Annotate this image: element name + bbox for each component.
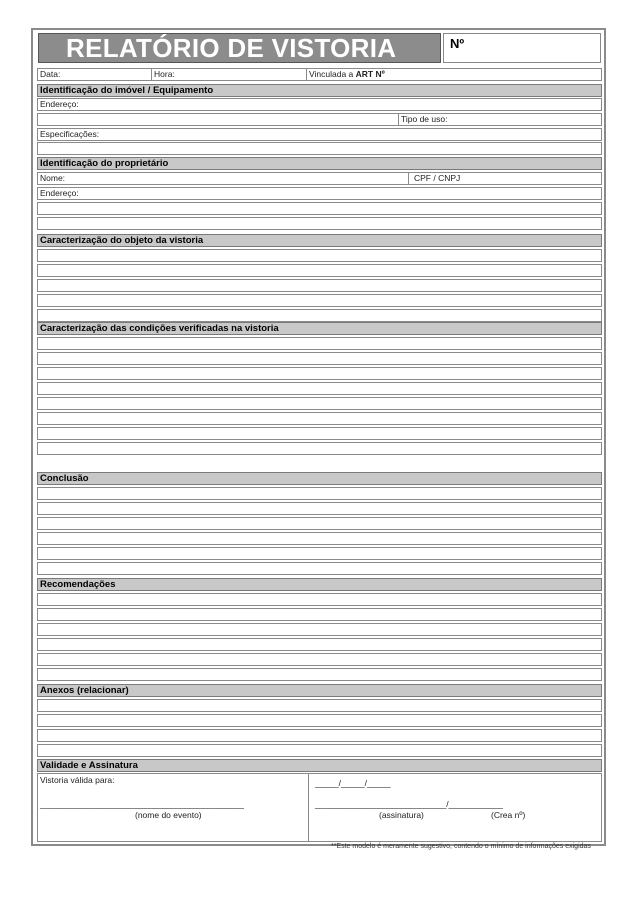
section-blank-line[interactable] [37, 547, 602, 560]
section-header: Conclusão [37, 472, 602, 485]
section-blank-line[interactable] [37, 487, 602, 500]
section-blank-line[interactable] [37, 729, 602, 742]
section-blank-line[interactable] [37, 382, 602, 395]
section-blank-line[interactable] [37, 638, 602, 651]
section-blank-line[interactable] [37, 699, 602, 712]
art-label-bold: ART Nº [355, 69, 385, 79]
section-blank-line[interactable] [37, 294, 602, 307]
signature-line[interactable]: _____________________________/____________ [315, 799, 503, 809]
section-blank-line[interactable] [37, 279, 602, 292]
section-blank-line[interactable] [37, 397, 602, 410]
date-blanks[interactable]: _____/_____/_____ [315, 778, 391, 788]
section-blank-line[interactable] [37, 337, 602, 350]
property-address-row[interactable] [37, 98, 602, 111]
owner-address-line[interactable] [37, 202, 602, 215]
owner-section-header: Identificação do proprietário [37, 157, 602, 170]
owner-address-row[interactable] [37, 187, 602, 200]
use-type-field[interactable] [398, 114, 601, 125]
section-blank-line[interactable] [37, 608, 602, 621]
section-header: Caracterização do objeto da vistoria [37, 234, 602, 247]
section-blank-line[interactable] [37, 309, 602, 322]
cpf-cnpj-label: CPF / CNPJ [414, 173, 461, 183]
signature-caption: (assinatura) [379, 810, 424, 820]
section-blank-line[interactable] [37, 714, 602, 727]
art-number-field[interactable] [306, 69, 601, 80]
art-label-prefix: Vinculada a [309, 69, 356, 79]
section-blank-line[interactable] [37, 623, 602, 636]
section-header: Anexos (relacionar) [37, 684, 602, 697]
specifications-row[interactable] [37, 128, 602, 141]
section-blank-line[interactable] [37, 744, 602, 757]
section-blank-line[interactable] [37, 264, 602, 277]
section-header: Recomendações [37, 578, 602, 591]
property-address-label: Endereço: [40, 99, 79, 109]
property-section-header: Identificação do imóvel / Equipamento [37, 84, 602, 97]
inspection-report-form [31, 28, 606, 846]
owner-name-label: Nome: [40, 173, 66, 183]
validity-signature-block [37, 773, 602, 842]
date-label: Data: [40, 69, 61, 79]
section-blank-line[interactable] [37, 593, 602, 606]
section-blank-line[interactable] [37, 442, 602, 455]
owner-name-row [37, 172, 602, 185]
crea-caption: (Crea nº) [491, 810, 526, 820]
section-blank-line[interactable] [37, 517, 602, 530]
owner-name-field[interactable] [38, 173, 408, 184]
owner-address-line[interactable] [37, 217, 602, 230]
time-label: Hora: [154, 69, 175, 79]
section-blank-line[interactable] [37, 532, 602, 545]
section-blank-line[interactable] [37, 668, 602, 681]
cpf-cnpj-field[interactable] [408, 173, 601, 184]
time-field[interactable] [151, 69, 306, 80]
section-blank-line[interactable] [37, 352, 602, 365]
report-title: RELATÓRIO DE VISTORIA [38, 33, 441, 63]
use-type-row [37, 113, 602, 126]
event-name-line[interactable]: _____________________________________________ [40, 799, 244, 809]
use-type-label: Tipo de uso: [401, 114, 448, 124]
section-blank-line[interactable] [37, 562, 602, 575]
section-blank-line[interactable] [37, 427, 602, 440]
property-address-continuation[interactable] [38, 114, 398, 125]
section-blank-line[interactable] [37, 653, 602, 666]
section-blank-line[interactable] [37, 249, 602, 262]
owner-address-label: Endereço: [40, 188, 79, 198]
report-number-label: Nº [450, 36, 465, 51]
signature-area [308, 774, 602, 841]
section-blank-line[interactable] [37, 502, 602, 515]
event-name-caption: (nome do evento) [135, 810, 202, 820]
section-blank-line[interactable] [37, 412, 602, 425]
specifications-line[interactable] [37, 142, 602, 155]
validity-section-header: Validade e Assinatura [37, 759, 602, 772]
date-field[interactable] [38, 69, 151, 80]
specifications-label: Especificações: [40, 129, 100, 139]
section-header: Caracterização das condições verificadas na vistoria [37, 322, 602, 335]
date-time-art-row [37, 68, 602, 81]
footnote: **Este modelo é meramente sugestivo, contendo o mínimo de informações exigidas [331, 843, 591, 850]
valid-for-label: Vistoria válida para: [40, 775, 115, 785]
section-blank-line[interactable] [37, 367, 602, 380]
validity-event-area [38, 774, 308, 841]
report-number-field[interactable] [443, 33, 601, 63]
